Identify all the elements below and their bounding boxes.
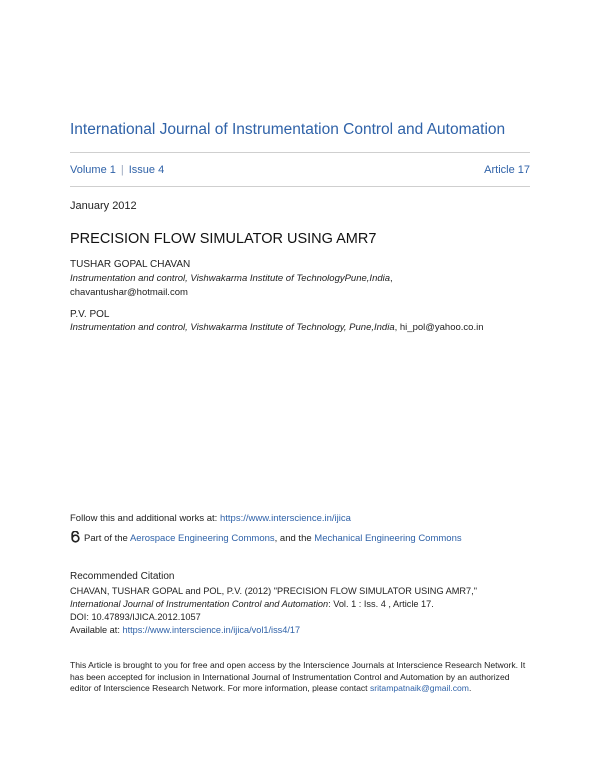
- citation-heading: Recommended Citation: [70, 571, 175, 582]
- author-email: chavantushar@hotmail.com: [70, 287, 188, 298]
- footer-end: .: [468, 683, 472, 693]
- affiliation-text: Instrumentation and control, Vishwakarma Institute of TechnologyPune,India: [70, 273, 391, 284]
- publication-date: January 2012: [70, 200, 137, 212]
- divider-top: [70, 152, 530, 153]
- issue-link[interactable]: Issue 4: [128, 164, 165, 176]
- citation-volume: : Vol. 1 : Iss. 4 , Article 17.: [328, 599, 434, 609]
- divider-bottom: [70, 186, 530, 187]
- follow-line: [70, 512, 351, 525]
- available-prefix: Available at:: [70, 625, 123, 635]
- affiliation-comma: ,: [390, 273, 393, 284]
- citation-doi: DOI: 10.47893/IJICA.2012.1057: [70, 612, 201, 622]
- mechanical-commons-link[interactable]: Mechanical Engineering Commons: [314, 533, 462, 544]
- citation-line: CHAVAN, TUSHAR GOPAL and POL, P.V. (2012) "PRECISION FLOW SIMULATOR USING AMR7,": [70, 586, 477, 596]
- footer-text: This Article is brought to you for free and open access by the Interscience Journals at Interscience Research Network. It has been accepted for inclusion in International Journal of Instrumentation Control and Automation by an authorized editor of Interscience Research Network. For more information, please contact: [70, 660, 526, 693]
- author-name: TUSHAR GOPAL CHAVAN: [70, 259, 191, 270]
- author-affiliation: [70, 272, 393, 285]
- aerospace-commons-link[interactable]: Aerospace Engineering Commons: [129, 533, 275, 544]
- volume-issue-row: [70, 162, 530, 178]
- volume-link[interactable]: Volume 1: [70, 164, 116, 176]
- author-affiliation: [70, 321, 483, 334]
- article-link[interactable]: Article 17: [484, 164, 530, 176]
- affiliation-text: Instrumentation and control, Vishwakarma Institute of Technology, Pune,India: [70, 322, 395, 333]
- part-of-line: [70, 531, 462, 548]
- paper-title: PRECISION FLOW SIMULATOR USING AMR7: [70, 231, 377, 247]
- contact-email-link[interactable]: sritampatnaik@gmail.com: [369, 683, 469, 693]
- author-name: P.V. POL: [70, 309, 110, 320]
- author-email: , hi_pol@yahoo.co.in: [394, 322, 484, 333]
- footer-notice: [70, 660, 530, 695]
- available-link[interactable]: https://www.interscience.in/ijica/vol1/iss4/17: [122, 625, 301, 635]
- separator: |: [120, 164, 124, 176]
- citation-available: [70, 624, 300, 636]
- part-of-middle: , and the: [274, 533, 315, 544]
- journal-title[interactable]: International Journal of Instrumentation Control and Automation: [70, 121, 506, 138]
- citation-journal: International Journal of Instrumentation Control and Automation: [70, 599, 329, 609]
- follow-link[interactable]: https://www.interscience.in/ijica: [219, 513, 351, 524]
- part-of-prefix: Part of the: [84, 533, 130, 544]
- follow-prefix: Follow this and additional works at:: [70, 513, 220, 524]
- open-access-icon: [70, 531, 81, 548]
- citation-journal-line: [70, 598, 434, 610]
